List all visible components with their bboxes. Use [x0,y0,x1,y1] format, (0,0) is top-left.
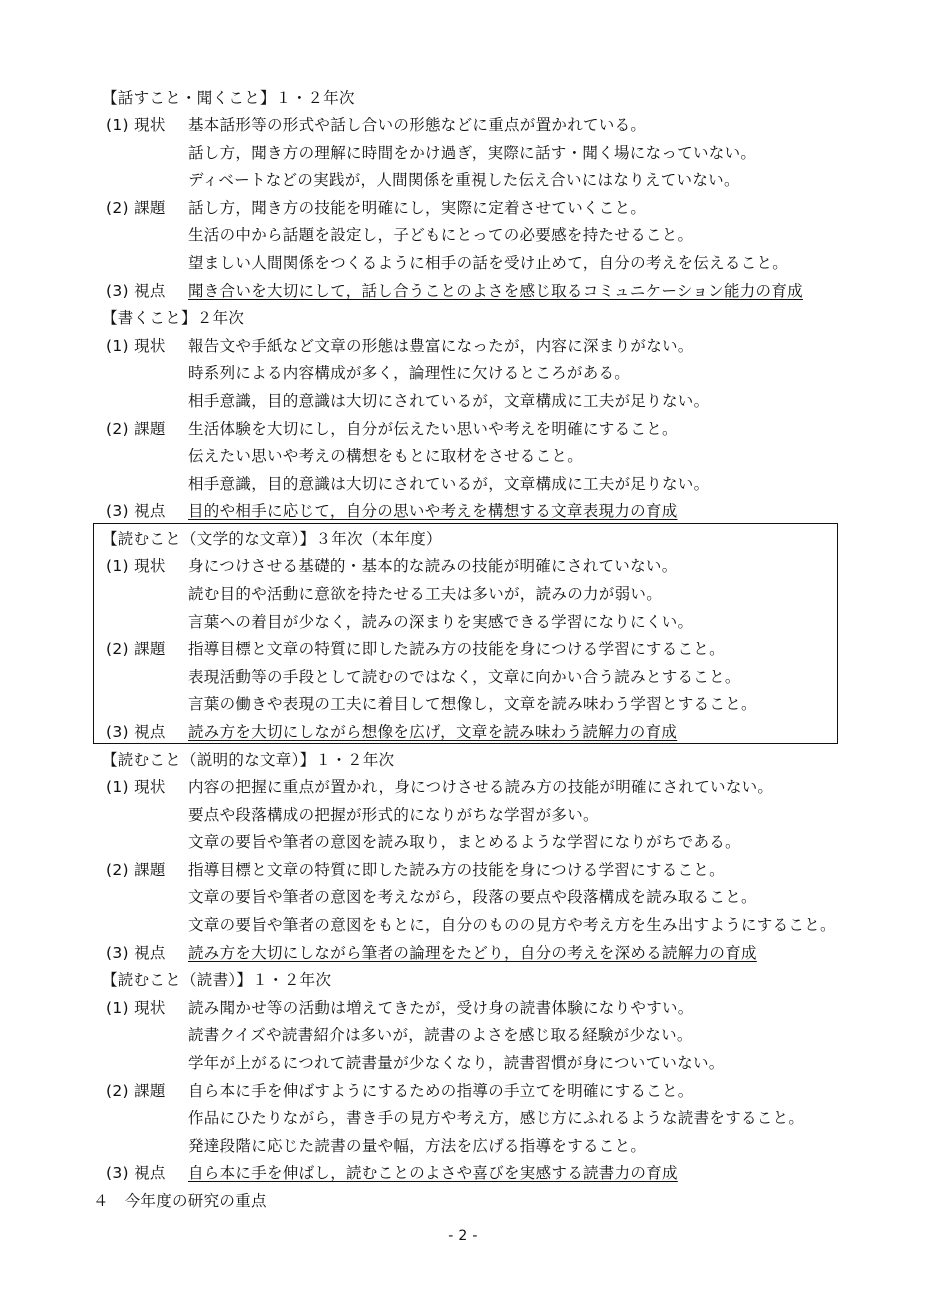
item-text: 読書クイズや読書紹介は多いが，読書のよさを感じ取る経験が少ない。 [188,1026,693,1044]
item-text: 文章の要旨や筆者の意図をもとに，自分のものの見方や考え方を生み出すようにすること。 [188,916,836,934]
item-label-issue: (2) 課題 [106,861,166,879]
item-text: 読む目的や活動に意欲を持たせる工夫は多いが，読みの力が弱い。 [188,585,663,603]
section-heading-reading-expository: 【読むこと（説明的な文章）】１・２年次 [102,751,395,769]
viewpoint-text: 聞き合いを大切にして，話し合うことのよさを感じ取るコミュニケーション能力の育成 [188,282,803,300]
item-text: 言葉への着目が少なく，読みの深まりを実感できる学習になりにくい。 [188,613,694,631]
section-4-title: ４ 今年度の研究の重点 [93,1192,267,1210]
item-text: 要点や段落構成の把握が形式的になりがちな学習が多い。 [188,806,599,824]
item-text: 話し方，聞き方の技能を明確にし，実際に定着させていくこと。 [188,199,647,217]
item-text: 文章の要旨や筆者の意図を考えながら，段落の要点や段落構成を読み取ること。 [188,888,757,906]
item-label-status: (1) 現状 [106,116,166,134]
item-text: 学年が上がるにつれて読書量が少なくなり，読書習慣が身についていない。 [188,1054,725,1072]
item-text: 基本話形等の形式や話し合いの形態などに重点が置かれている。 [188,116,647,134]
section-heading-reading-books: 【読むこと（読書）】１・２年次 [102,971,332,989]
item-text: 指導目標と文章の特質に即した読み方の技能を身につける学習にすること。 [188,861,725,879]
item-label-viewpoint: (3) 視点 [106,1164,166,1182]
item-text: 報告文や手紙など文章の形態は豊富になったが，内容に深まりがない。 [188,337,694,355]
item-text: 作品にひたりながら，書き手の見方や考え方，感じ方にふれるような読書をすること。 [188,1109,805,1127]
item-text: 指導目標と文章の特質に即した読み方の技能を身につける学習にすること。 [188,640,725,658]
item-label-viewpoint: (3) 視点 [106,944,166,962]
viewpoint-text: 自ら本に手を伸ばし，読むことのよさや喜びを実感する読書力の育成 [188,1164,678,1182]
item-text: 望ましい人間関係をつくるように相手の話を受け止めて，自分の考えを伝えること。 [188,254,789,272]
item-label-status: (1) 現状 [106,999,166,1017]
item-text: 文章の要旨や筆者の意図を読み取り，まとめるような学習になりがちである。 [188,833,741,851]
item-label-status: (1) 現状 [106,337,166,355]
item-label-issue: (2) 課題 [106,640,166,658]
page-number: - 2 - [448,1228,478,1244]
item-text: 相手意識，目的意識は大切にされているが，文章構成に工夫が足りない。 [188,392,710,410]
section-heading-writing: 【書くこと】２年次 [102,309,245,327]
item-text: 自ら本に手を伸ばすようにするための指導の手立てを明確にすること。 [188,1082,694,1100]
item-label-issue: (2) 課題 [106,1082,166,1100]
item-label-viewpoint: (3) 視点 [106,282,166,300]
item-text: 時系列による内容構成が多く，論理性に欠けるところがある。 [188,364,631,382]
item-text: 言葉の働きや表現の工夫に着目して想像し，文章を読み味わう学習とすること。 [188,695,757,713]
viewpoint-text: 読み方を大切にしながら筆者の論理をたどり，自分の考えを深める読解力の育成 [188,944,757,962]
item-label-viewpoint: (3) 視点 [106,502,166,520]
item-text: 話し方，聞き方の理解に時間をかけ過ぎ，実際に話す・聞く場になっていない。 [188,144,757,162]
item-label-viewpoint: (3) 視点 [106,723,166,741]
item-text: 相手意識，目的意識は大切にされているが，文章構成に工夫が足りない。 [188,475,710,493]
viewpoint-text: 読み方を大切にしながら想像を広げ，文章を読み味わう読解力の育成 [188,723,678,741]
item-label-status: (1) 現状 [106,557,166,575]
item-text: 読み聞かせ等の活動は増えてきたが，受け身の読書体験になりやすい。 [188,999,694,1017]
section-heading-reading-literary: 【読むこと（文学的な文章）】３年次（本年度） [102,530,442,548]
item-label-issue: (2) 課題 [106,199,166,217]
item-text: 発達段階に応じた読書の量や幅，方法を広げる指導をすること。 [188,1137,647,1155]
item-label-status: (1) 現状 [106,778,166,796]
item-text: 身につけさせる基礎的・基本的な読みの技能が明確にされていない。 [188,557,678,575]
item-text: 生活体験を大切にし，自分が伝えたい思いや考えを明確にすること。 [188,420,678,438]
section-heading-speaking-listening: 【話すこと・聞くこと】１・２年次 [102,89,355,107]
item-text: 伝えたい思いや考えの構想をもとに取材をさせること。 [188,447,584,465]
item-text: 生活の中から話題を設定し，子どもにとっての必要感を持たせること。 [188,226,694,244]
item-text: 表現活動等の手段として読むのではなく，文章に向かい合う読みとすること。 [188,668,741,686]
viewpoint-text: 目的や相手に応じて，自分の思いや考えを構想する文章表現力の育成 [188,502,678,520]
item-text: 内容の把握に重点が置かれ，身につけさせる読み方の技能が明確にされていない。 [188,778,774,796]
item-label-issue: (2) 課題 [106,420,166,438]
item-text: ディベートなどの実践が，人間関係を重視した伝え合いにはなりえていない。 [188,171,740,189]
